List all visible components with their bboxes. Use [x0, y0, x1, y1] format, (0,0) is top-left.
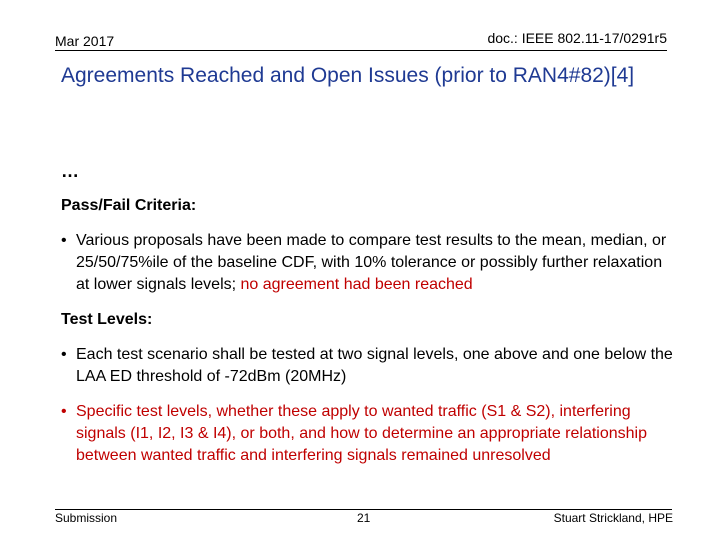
bullet-icon: •: [61, 346, 67, 363]
test-levels-heading: Test Levels:: [61, 311, 153, 328]
slide-title: Agreements Reached and Open Issues (prior to RAN4#82)[4]: [61, 64, 635, 87]
slide-body: [61, 160, 676, 480]
test-levels-text-1: Each test scenario shall be tested at two signal levels, one above and one below the LAA ED threshold of -72dBm (20MHz): [76, 346, 673, 385]
header-rule: [55, 50, 667, 51]
test-levels-text-2: Specific test levels, whether these apply to wanted traffic (S1 & S2), interfering signals (I1, I2, I3 & I4), or both, and how to determine an appropriate relationship between wanted traffic and interfering signals remained unresolved: [76, 403, 647, 464]
pass-fail-bullet: [61, 230, 676, 296]
bullet-icon: •: [61, 232, 67, 249]
footer-page-number: 21: [357, 511, 371, 525]
test-levels-bullet-1: [61, 344, 676, 388]
header-doc-id: doc.: IEEE 802.11-17/0291r5: [487, 30, 667, 46]
footer-rule: [55, 509, 672, 510]
pass-fail-text: Various proposals have been made to compare test results to the mean, median, or 25/50/75%ile of the baseline CDF, with 10% tolerance or possibly further relaxation at lower signals levels;: [76, 232, 667, 293]
bullet-icon: •: [61, 403, 67, 420]
pass-fail-heading: Pass/Fail Criteria:: [61, 197, 197, 214]
test-levels-bullet-2: [61, 401, 676, 467]
pass-fail-highlight: no agreement had been reached: [240, 276, 473, 293]
footer-submission: Submission: [55, 511, 118, 525]
ellipsis: …: [61, 161, 79, 181]
header-date: Mar 2017: [55, 33, 115, 49]
footer-author: Stuart Strickland, HPE: [553, 511, 673, 525]
